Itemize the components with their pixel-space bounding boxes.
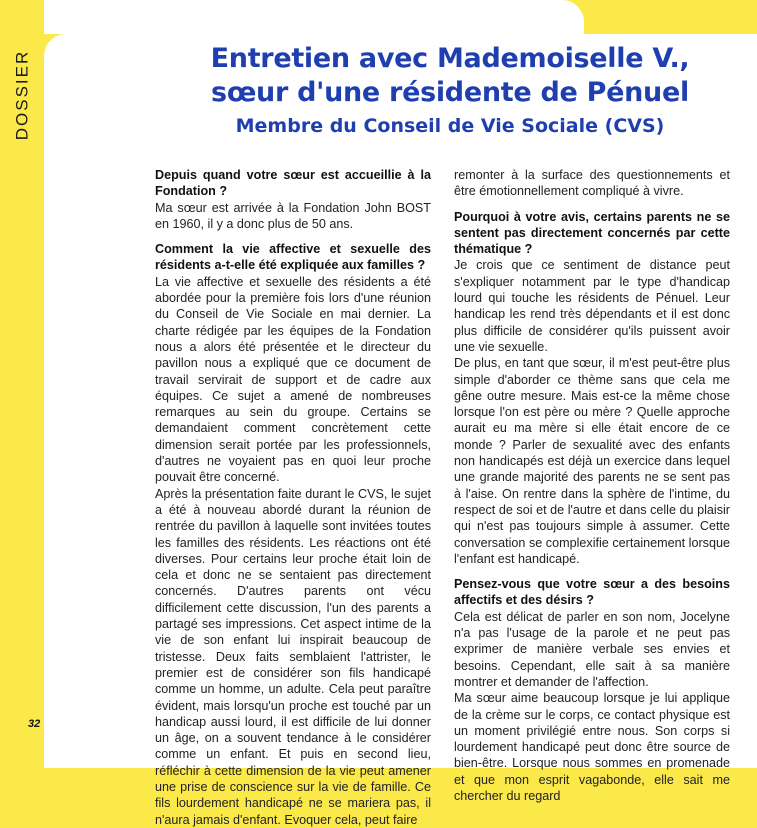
section-label-text: DOSSIER (12, 49, 31, 141)
interview-answer: remonter à la surface des questionnements et être émotionnellement compliqué à vivre. (454, 168, 730, 199)
interview-question: Comment la vie affective et sexuelle des résidents a-t-elle été expliquée aux familles ? (155, 242, 431, 273)
paragraph-gap (454, 567, 730, 576)
page-number: 32 (28, 718, 41, 730)
interview-answer: La vie affective et sexuelle des résidents a été abordée pour la première fois lors d'une réunion du Conseil de Vie Sociale en mai dernier. La charte rédigée par les équipes de la Fondation nous a alors été présentée et le directeur du pavillon nous a expliqué que ce document de travail servirait de support et de cadre aux équipes. Ce sujet a amené de nombreuses remarques au sein du groupe. Certains se demandaient comment concrètement cette dimension serait portée par les professionnels, d'autres ne voyaient pas en quoi leur proche pouvait être concerné. (155, 274, 431, 485)
interview-answer: Ma sœur aime beaucoup lorsque je lui applique de la crème sur le corps, ce contact physique est un moment privilégié entre nous. Son corps si lourdement handicapé peut donc être source de bien-être. Lorsque nous sommes en promenade et que mon esprit vagabonde, elle sait me chercher du regard (454, 691, 730, 803)
interview-answer: De plus, en tant que sœur, il m'est peut-être plus simple d'aborder ce thème sans que cela me gêne outre mesure. Mais est-ce la même chose lorsque l'on est père ou mère ? Quelle approche aurait eu ma mère si elle était encore de ce monde ? Parler de sexualité avec des enfants non handicapés est déjà un exercice dans lequel une grande majorité des parents ne se sent pas à l'aise. On rentre dans la sphère de l'intime, du respect de soi et de l'autre et dans celle du plaisir qui n'est pas toujours simple à assumer. Cette conversation se complexifie certainement lorsque l'enfant est handicapé. (454, 356, 730, 566)
paragraph-gap (454, 200, 730, 209)
interview-answer: Ma sœur est arrivée à la Fondation John BOST en 1960, il y a donc plus de 50 ans. (155, 200, 431, 231)
left-column (155, 167, 431, 828)
article-title (170, 42, 730, 140)
title-line-2: sœur d'une résidente de Pénuel (211, 77, 689, 108)
right-column (454, 167, 730, 804)
interview-question: Pourquoi à votre avis, certains parents ne se sentent pas directement concernés par cette thématique ? (454, 209, 730, 257)
interview-question: Depuis quand votre sœur est accueillie à la Fondation ? (155, 168, 431, 199)
interview-answer: Après la présentation faite durant le CVS, le sujet a été à nouveau abordé durant la réunion de rentrée du pavillon à laquelle sont invitées toutes les familles des résidents. Les réactions ont été diverses. Pour certains leur proche était loin de cela et donc ne se sentaient pas directement concernés. D'autres parents ont vécu difficilement cette discussion, l'un des parents a partagé ses impressions. Cet aspect intime de la vie de son enfant lui inspirait beaucoup de tristesse. Deux faits semblaient l'attrister, le premier est de considérer son fils handicapé comme un homme, un adulte. Cela peut paraître évident, mais lorsqu'un proche est touché par un handicap aussi lourd, il est difficile de lui donner un âge, on a souvent tendance à le considérer comme un enfant. Et puis en second lieu, réfléchir à cette dimension de la vie peut amener une prise de conscience sur la vie de famille. Ce fils lourdement handicapé ne se mariera pas, il n'aura jamais d'enfant. Evoquer cela, peut faire (155, 486, 431, 827)
paragraph-gap (155, 232, 431, 241)
interview-answer: Je crois que ce sentiment de distance peut s'expliquer notamment par le type d'handicap lourd qui touche les résidents de Pénuel. Leur handicap les rend très dépendants et il est donc plus difficile de considérer qu'ils puissent avoir une vie sexuelle. (454, 258, 730, 354)
interview-answer: Cela est délicat de parler en son nom, Jocelyne n'a pas l'usage de la parole et ne peut pas exprimer de manière verbale ses envies et besoins. Cependant, elle sait à sa manière montrer et demander de l'affection. (454, 609, 730, 689)
section-label (7, 40, 37, 150)
interview-question: Pensez-vous que votre sœur a des besoins affectifs et des désirs ? (454, 577, 730, 608)
title-line-1: Entretien avec Mademoiselle V., (210, 43, 690, 74)
top-white-tab (44, 0, 584, 34)
article-subtitle: Membre du Conseil de Vie Sociale (CVS) (235, 115, 665, 137)
